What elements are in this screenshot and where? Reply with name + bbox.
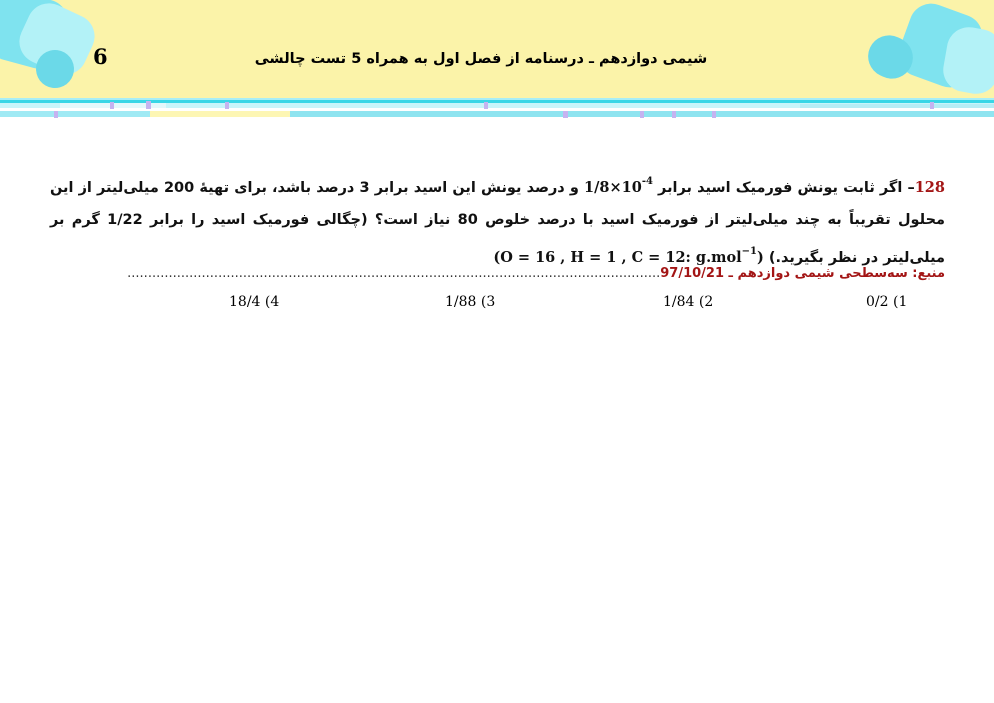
ka-value: 1/8×10: [584, 179, 642, 196]
stripe: [563, 111, 568, 118]
stripe: [54, 111, 58, 118]
molar-masses: (O = 16 , H = 1 , C = 12: g.mol: [493, 249, 742, 266]
question-text: و درصد یونش این اسید برابر 3 درصد باشد، برای تهیهٔ 200 میلی‌لیتر از این محلول تقریباً به چند میلی‌لیتر از فورمیک اسید با درصد خلوص 80 نیاز است؟ (چگالی فورمیک اسید را برابر 1/22 گرم بر میلی‌لیتر در نظر بگیرید.): [50, 180, 945, 266]
choice-3[interactable]: 3) 1/88: [445, 294, 496, 310]
stripe: [930, 102, 934, 109]
stripe: [146, 101, 151, 109]
stripe: [672, 111, 676, 118]
stripe: [150, 111, 290, 117]
source-label: منبع: سه‌سطحی شیمی دوازدهم ـ 97/10/21: [660, 266, 945, 281]
stripe: [640, 111, 644, 118]
stripe: [225, 102, 229, 109]
header-title: شیمی دوازدهم ـ درسنامه از فصل اول به همراه 5 تست چالشی: [254, 51, 708, 67]
stripe: [484, 102, 488, 109]
ka-exponent: -4: [641, 176, 653, 187]
choice-2[interactable]: 2) 1/84: [663, 294, 714, 310]
dotted-leader: .................................................................................................................................: [127, 266, 661, 281]
question-dash: –: [907, 180, 915, 196]
question-text: اگر ثابت یونش فورمیک اسید برابر: [652, 180, 908, 196]
stripe: [0, 117, 994, 120]
stripe: [110, 102, 114, 109]
stripe: [712, 111, 716, 118]
header-stripes: [0, 98, 994, 122]
choice-1[interactable]: 1) 0/2: [866, 294, 908, 310]
answer-choices: [0, 294, 994, 316]
molar-close: ): [756, 249, 764, 266]
page-header: [0, 0, 994, 98]
molar-unit-exponent: −1: [741, 246, 757, 257]
choice-4[interactable]: 4) 18/4: [229, 294, 280, 310]
question-block: [50, 166, 945, 274]
page-number: 6: [93, 44, 108, 69]
question-number: 128: [914, 179, 945, 196]
source-row: [50, 266, 945, 286]
